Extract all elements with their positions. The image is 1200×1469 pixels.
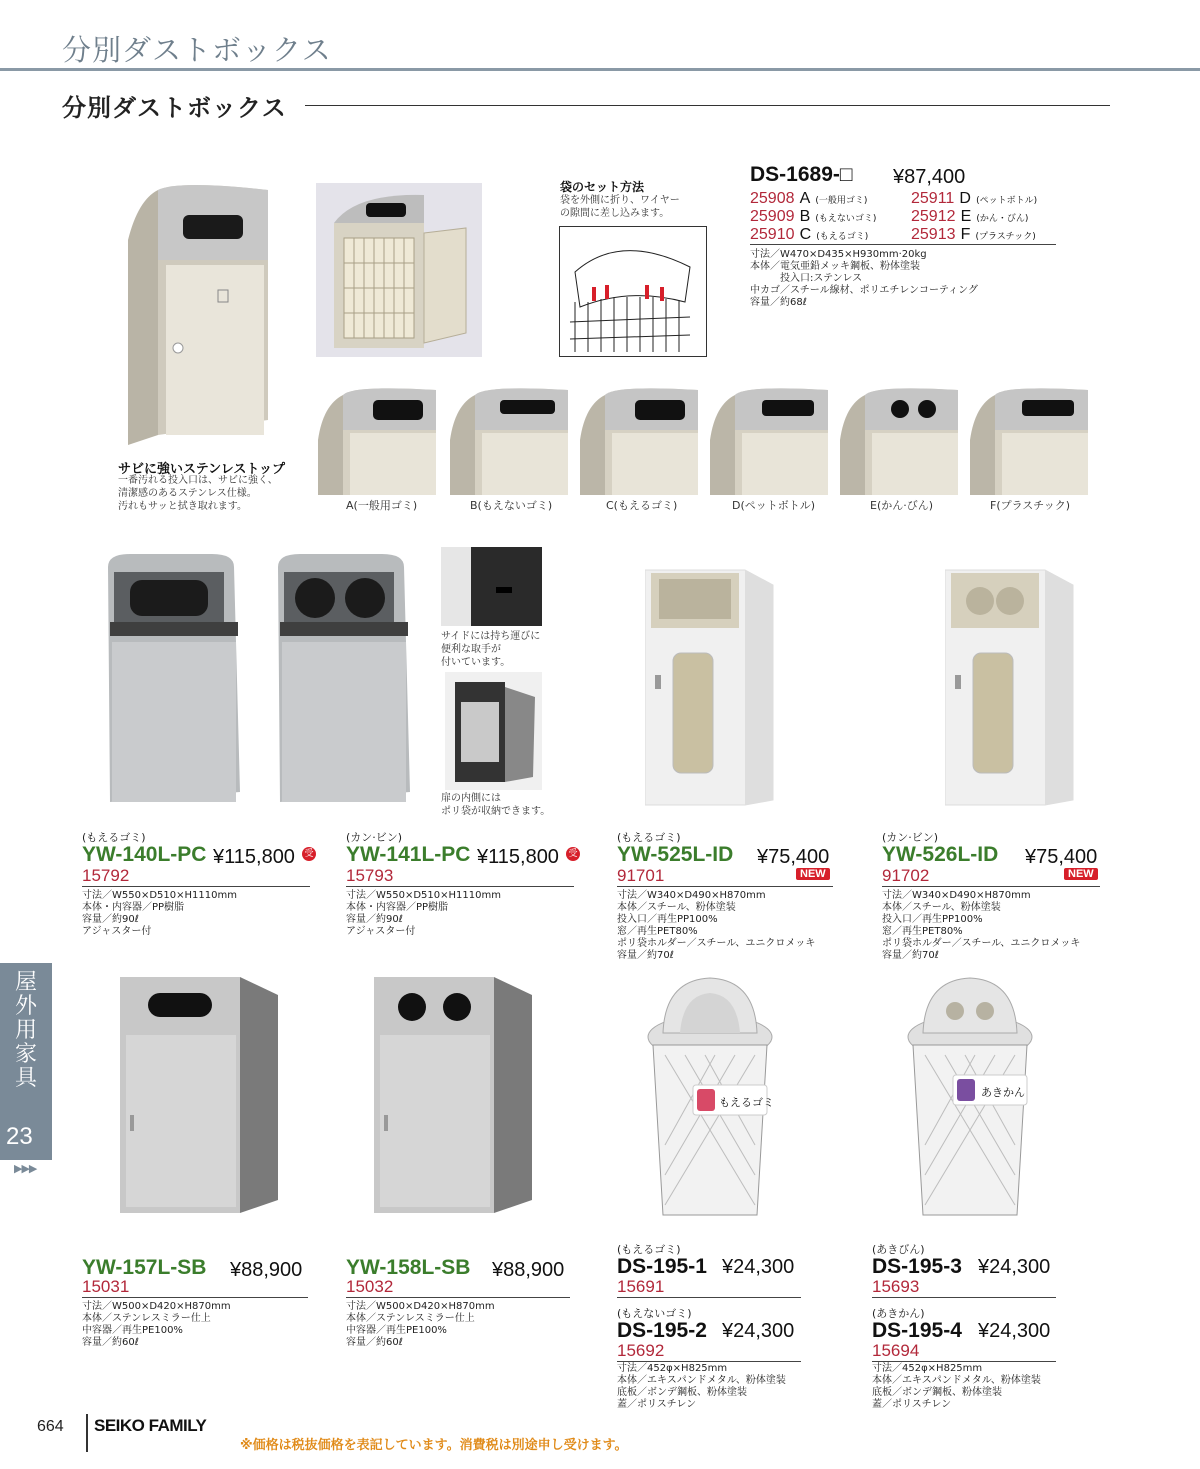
yw526-code: 91702 <box>882 866 930 885</box>
ds195-left-spec: 寸法／452φ×H825mm 本体／エキスパンドメタル、粉体塗装 底板／ボンデ鋼板、粉体塗装 蓋／ポリスチレン <box>617 1363 786 1410</box>
bag-set-diagram <box>559 226 707 357</box>
yw157-code: 15031 <box>82 1277 130 1296</box>
ds195-4-price: ¥24,300 <box>978 1320 1051 1342</box>
yw158-price: ¥88,900 <box>492 1259 565 1281</box>
yw525-category: (もえるゴミ) <box>617 831 681 844</box>
ds1689-model: DS-1689-□ <box>750 163 853 186</box>
yw526-price: ¥75,400 <box>1025 846 1098 868</box>
variant-thumbnails <box>318 385 1098 515</box>
variant-code: 25910 <box>750 226 795 243</box>
ds195-2-category: (もえないゴミ) <box>617 1307 692 1320</box>
yw141-model: YW-141L-PC <box>346 843 471 866</box>
yw526-new-badge: NEW <box>1064 868 1098 880</box>
page-number: 664 <box>37 1418 64 1435</box>
thumb-b <box>450 385 568 495</box>
thumb-label-a: A(一般用ゴミ) <box>346 499 418 512</box>
ds1689-variant-b <box>750 206 876 226</box>
ds1689-rule <box>750 244 1056 245</box>
thumb-c <box>580 385 698 495</box>
variant-letter: C <box>799 226 812 243</box>
yw157-spec: 寸法／W500×D420×H870mm 本体／ステンレスミラー仕上 中容器／再生PE100% 容量／約60ℓ <box>82 1301 231 1348</box>
ds195-4-code: 15694 <box>872 1341 920 1360</box>
side-handle-image <box>441 547 542 626</box>
yw157-price: ¥88,900 <box>230 1259 303 1281</box>
yw525-model: YW-525L-ID <box>617 843 734 866</box>
yw158-model: YW-158L-SB <box>346 1256 471 1279</box>
ds195-3-price: ¥24,300 <box>978 1256 1051 1278</box>
yw141-category: (カン·ビン) <box>346 831 403 844</box>
variant-code: 25908 <box>750 190 795 207</box>
variant-code: 25913 <box>911 226 956 243</box>
ds195-1-image <box>645 975 775 1233</box>
ds1689-main-image <box>118 180 278 450</box>
tax-note: ※価格は税抜価格を表記しています。消費税は別途申し受けます。 <box>240 1438 628 1453</box>
yw140-order-badge: 受 <box>302 847 316 861</box>
yw141-spec: 寸法／W550×D510×H1110mm 本体・内容器／PP樹脂 容量／約90ℓ アジャスター付 <box>346 890 501 937</box>
ds1689-open-image <box>316 183 482 357</box>
section-title: 分別ダストボックス <box>62 33 332 67</box>
ds195-1-price: ¥24,300 <box>722 1256 795 1278</box>
ds195-3-category: (あきびん) <box>872 1243 925 1256</box>
variant-letter: E <box>960 208 972 225</box>
thumb-e <box>840 385 958 495</box>
variant-name: (ペットボトル) <box>976 196 1038 206</box>
yw140-code: 15792 <box>82 866 130 885</box>
yw140-category: (もえるゴミ) <box>82 831 146 844</box>
yw157-model: YW-157L-SB <box>82 1256 207 1279</box>
thumb-d <box>710 385 828 495</box>
ds195-1-rule <box>617 1297 801 1298</box>
variant-letter: B <box>799 208 811 225</box>
variant-letter: F <box>960 226 971 243</box>
ds195-4-category: (あきかん) <box>872 1307 925 1320</box>
ds195-1-code: 15691 <box>617 1277 665 1296</box>
ds195-3-model: DS-195-3 <box>872 1255 962 1278</box>
variant-name: (一般用ゴミ) <box>815 196 868 206</box>
variant-letter: A <box>799 190 811 207</box>
inner-bag-note: 扉の内側には ポリ袋が収納できます。 <box>441 793 551 817</box>
ds195-1-label: もえるゴミ <box>719 1096 774 1109</box>
bag-set-title: 袋のセット方法 <box>560 180 645 194</box>
variant-name: (もえるゴミ) <box>816 232 869 242</box>
variant-letter: D <box>959 190 971 207</box>
yw158-spec: 寸法／W500×D420×H870mm 本体／ステンレスミラー仕上 中容器／再生PE100% 容量／約60ℓ <box>346 1301 495 1348</box>
yw141-image <box>270 552 412 808</box>
yw525-rule <box>617 886 833 887</box>
ds195-2-price: ¥24,300 <box>722 1320 795 1342</box>
ds195-3-image <box>905 975 1035 1233</box>
ds195-2-rule <box>617 1361 801 1362</box>
yw525-image <box>645 565 775 810</box>
yw141-rule <box>346 886 574 887</box>
ds195-3-code: 15693 <box>872 1277 920 1296</box>
ds1689-variant-d <box>911 188 1037 208</box>
ds195-3-rule <box>872 1297 1056 1298</box>
yw140-spec: 寸法／W550×D510×H1110mm 本体・内容器／PP樹脂 容量／約90ℓ アジャスター付 <box>82 890 237 937</box>
yw157-image <box>118 975 280 1215</box>
footer-divider <box>86 1414 88 1452</box>
thumb-label-b: B(もえないゴミ) <box>470 499 553 512</box>
yw141-order-badge: 受 <box>566 847 580 861</box>
ds1689-variant-c <box>750 224 868 244</box>
ds195-right-spec: 寸法／452φ×H825mm 本体／エキスパンドメタル、粉体塗装 底板／ボンデ鋼板、粉体塗装 蓋／ポリスチレン <box>872 1363 1041 1410</box>
yw140-price: ¥115,800 <box>213 846 295 868</box>
sub-title: 分別ダストボックス <box>62 94 287 122</box>
ds195-2-model: DS-195-2 <box>617 1319 707 1342</box>
yw525-code: 91701 <box>617 866 665 885</box>
yw140-rule <box>82 886 310 887</box>
thumb-a <box>318 385 436 495</box>
yw525-spec: 寸法／W340×D490×H870mm 本体／スチール、粉体塗装 投入口／再生PP100% 窓／再生PET80% ポリ袋ホルダー／スチール、ユニクロメッキ 容量／約70ℓ <box>617 890 816 961</box>
side-handle-note: サイドには持ち運びに 便利な取手が 付いています。 <box>441 631 541 668</box>
yw158-rule <box>346 1297 570 1298</box>
thumb-label-f: F(プラスチック) <box>990 499 1071 512</box>
ds1689-variant-a <box>750 188 867 208</box>
yw157-rule <box>82 1297 308 1298</box>
inner-bag-image <box>445 672 542 790</box>
next-arrows-icon: ▶▶▶ <box>14 1162 37 1175</box>
ds1689-variant-f <box>911 224 1036 244</box>
header-divider <box>0 68 1200 71</box>
feature-text: 一番汚れる投入口は、サビに強く、 清潔感のあるステンレス仕様。 汚れもサッと拭き取れます。 <box>118 475 278 512</box>
variant-code: 25911 <box>911 190 955 207</box>
yw141-code: 15793 <box>346 866 394 885</box>
yw158-code: 15032 <box>346 1277 394 1296</box>
thumb-label-e: E(かん·びん) <box>870 499 934 512</box>
thumb-f <box>970 385 1088 495</box>
yw140-model: YW-140L-PC <box>82 843 207 866</box>
ds1689-variant-e <box>911 206 1028 226</box>
thumb-label-d: D(ペットボトル) <box>732 499 816 512</box>
side-tab-number: 23 <box>6 1123 33 1150</box>
yw526-image <box>945 565 1075 810</box>
ds195-4-rule <box>872 1361 1056 1362</box>
side-tab-label: 屋外用家具 <box>14 970 37 1091</box>
ds195-1-category: (もえるゴミ) <box>617 1243 681 1256</box>
yw525-new-badge: NEW <box>796 868 830 880</box>
feature-title: サビに強いステンレストップ <box>118 462 285 477</box>
variant-name: (プラスチック) <box>975 232 1036 242</box>
ds1689-price: ¥87,400 <box>893 166 966 188</box>
ds195-4-model: DS-195-4 <box>872 1319 962 1342</box>
yw158-image <box>372 975 534 1215</box>
yw526-rule <box>882 886 1100 887</box>
ds195-1-model: DS-195-1 <box>617 1255 707 1278</box>
bag-set-text: 袋を外側に折り、ワイヤー の隙間に差し込みます。 <box>560 195 680 219</box>
yw140-image <box>100 552 242 808</box>
yw141-price: ¥115,800 <box>477 846 559 868</box>
variant-code: 25909 <box>750 208 795 225</box>
ds1689-spec: 寸法／W470×D435×H930mm·20kg 本体／電気亜鉛メッキ鋼板、粉体塗装 投入口:ステンレス 中カゴ／スチール線材、ポリエチレンコーティング 容量／約68ℓ <box>750 249 978 308</box>
yw525-price: ¥75,400 <box>757 846 830 868</box>
yw526-spec: 寸法／W340×D490×H870mm 本体／スチール、粉体塗装 投入口／再生PP100% 窓／再生PET80% ポリ袋ホルダー／スチール、ユニクロメッキ 容量／約70ℓ <box>882 890 1081 961</box>
variant-name: (かん・びん) <box>976 214 1029 224</box>
sub-title-rule <box>305 105 1110 106</box>
category-side-tab[interactable] <box>0 963 52 1160</box>
yw526-model: YW-526L-ID <box>882 843 999 866</box>
brand-logo: SEIKO FAMILY <box>94 1416 207 1435</box>
thumb-label-c: C(もえるゴミ) <box>606 499 678 512</box>
ds195-2-code: 15692 <box>617 1341 665 1360</box>
ds195-3-label: あきかん <box>981 1086 1025 1099</box>
yw526-category: (カン·ビン) <box>882 831 939 844</box>
variant-name: (もえないゴミ) <box>815 214 877 224</box>
variant-code: 25912 <box>911 208 956 225</box>
